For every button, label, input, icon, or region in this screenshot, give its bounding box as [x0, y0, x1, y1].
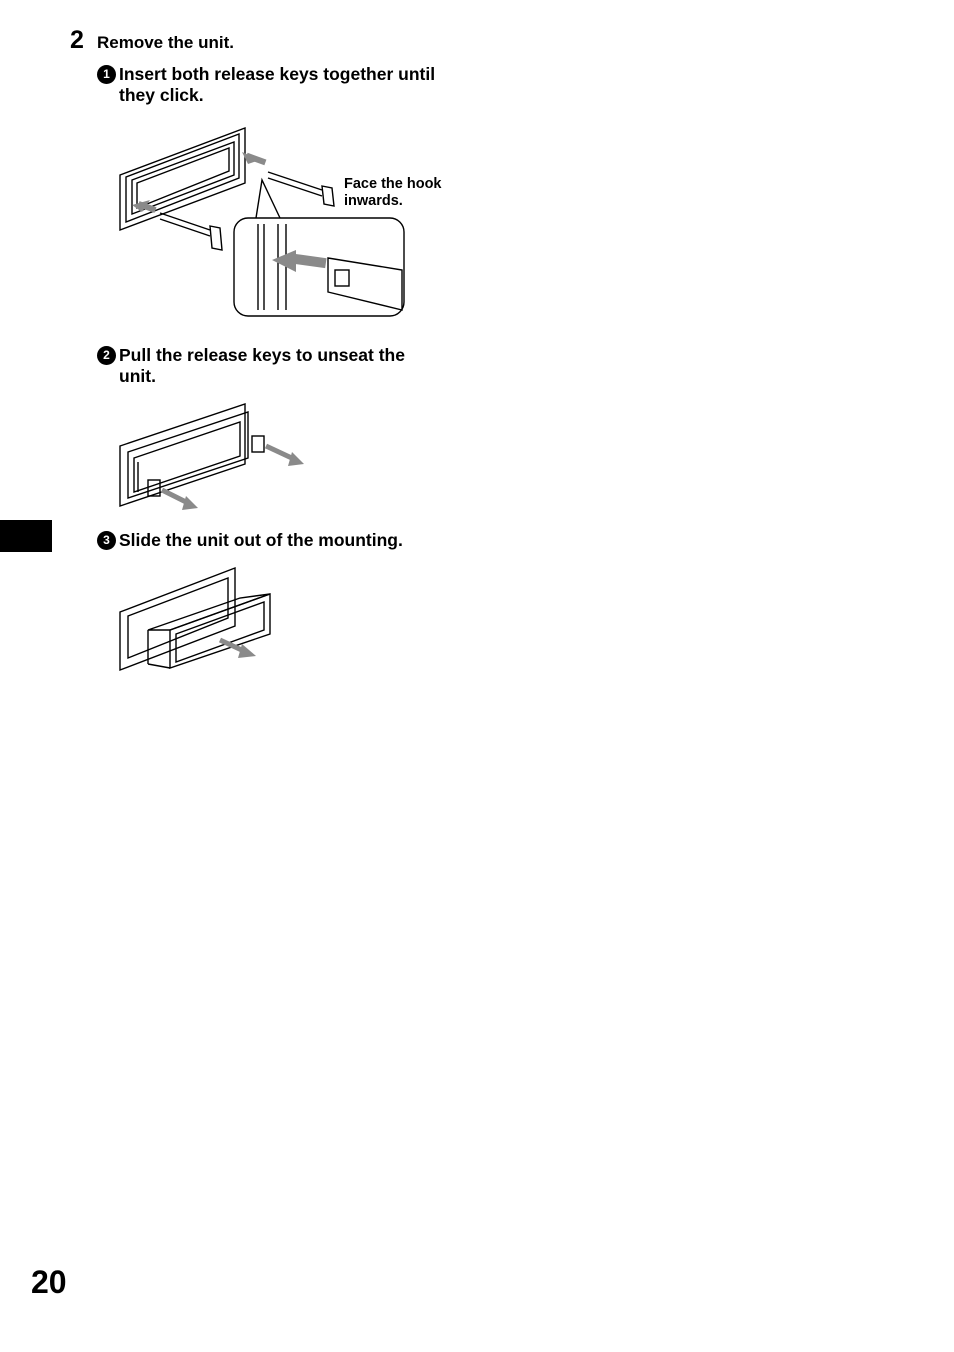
slide-unit-out-illustration	[110, 560, 280, 675]
step-number: 2	[70, 26, 84, 54]
section-tab-marker	[0, 520, 52, 552]
substep-2	[97, 345, 442, 387]
substep-2-text: Pull the release keys to unseat the unit.	[119, 345, 405, 386]
circled-number-1-icon: 1	[97, 65, 116, 84]
pull-release-keys-illustration	[110, 400, 310, 515]
substep-1-text: Insert both release keys together until they click.	[119, 64, 436, 105]
circled-number-3-icon: 3	[97, 531, 116, 550]
page-number: 20	[31, 1264, 67, 1300]
substep-3-text: Slide the unit out of the mounting.	[119, 530, 403, 550]
insert-release-keys-illustration	[110, 120, 410, 320]
substep-3	[97, 530, 442, 551]
substep-1	[97, 64, 442, 106]
step-title: Remove the unit.	[97, 33, 234, 52]
circled-number-2-icon: 2	[97, 346, 116, 365]
hook-direction-note: Face the hook inwards.	[344, 176, 442, 209]
